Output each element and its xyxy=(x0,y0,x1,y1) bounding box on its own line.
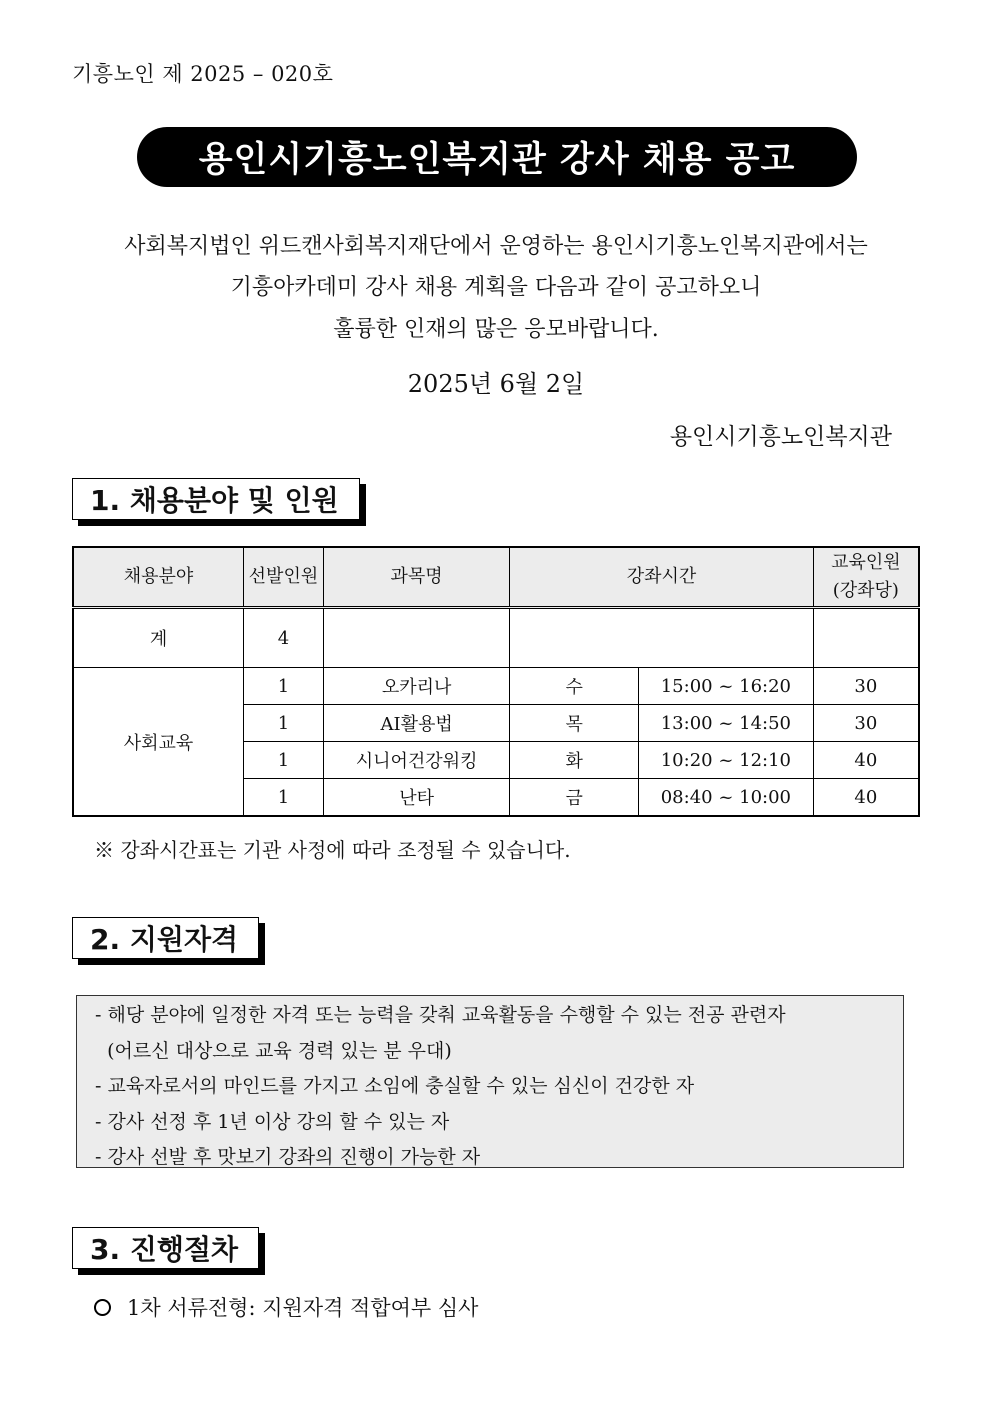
row-day: 화 xyxy=(510,742,639,779)
row-count: 1 xyxy=(244,705,324,742)
circle-bullet-icon xyxy=(94,1299,111,1316)
row-capacity: 40 xyxy=(813,779,919,817)
row-subject: AI활용법 xyxy=(323,705,510,742)
intro-line-3: 훌륭한 인재의 많은 응모바랍니다. xyxy=(333,317,659,342)
field-name: 사회교육 xyxy=(73,668,244,817)
intro-line-1: 사회복지법인 위드캔사회복지재단에서 운영하는 용인시기흥노인복지관에서는 xyxy=(124,234,868,259)
row-subject: 난타 xyxy=(323,779,510,817)
row-day: 수 xyxy=(510,668,639,705)
procedure-step xyxy=(94,1292,478,1322)
row-capacity: 40 xyxy=(813,742,919,779)
qualification-item: - 해당 분야에 일정한 자격 또는 능력을 갖춰 교육활동을 수행할 수 있는 전공 관련자 xyxy=(95,1004,786,1026)
header-capacity-line1: 교육인원 xyxy=(831,552,901,573)
banner-title: 용인시기흥노인복지관 강사 채용 공고 xyxy=(137,127,857,187)
row-capacity: 30 xyxy=(813,705,919,742)
schedule-note: ※ 강좌시간표는 기관 사정에 따라 조정될 수 있습니다. xyxy=(94,838,571,862)
document-number: 기흥노인 제 2025 – 020호 xyxy=(72,62,334,86)
row-count: 1 xyxy=(244,779,324,817)
row-day: 금 xyxy=(510,779,639,817)
section-2-heading: 2. 지원자격 xyxy=(72,917,259,959)
row-count: 1 xyxy=(244,668,324,705)
header-time: 강좌시간 xyxy=(510,547,813,608)
table-total-row xyxy=(73,608,919,668)
qualification-item: - 강사 선발 후 맛보기 강좌의 진행이 가능한 자 xyxy=(95,1146,481,1168)
row-subject: 시니어건강워킹 xyxy=(323,742,510,779)
organization-name: 용인시기흥노인복지관 xyxy=(669,424,892,450)
total-label: 계 xyxy=(73,608,244,668)
intro-line-2: 기흥아카데미 강사 채용 계획을 다음과 같이 공고하오니 xyxy=(230,275,762,300)
row-day: 목 xyxy=(510,705,639,742)
row-capacity: 30 xyxy=(813,668,919,705)
row-time: 15:00 ~ 16:20 xyxy=(639,668,814,705)
header-count: 선발인원 xyxy=(244,547,324,608)
row-time: 08:40 ~ 10:00 xyxy=(639,779,814,817)
section-3-heading: 3. 진행절차 xyxy=(72,1227,259,1269)
header-capacity xyxy=(813,547,919,608)
row-subject: 오카리나 xyxy=(323,668,510,705)
header-field: 채용분야 xyxy=(73,547,244,608)
section-1-heading: 1. 채용분야 및 인원 xyxy=(72,478,360,520)
total-count: 4 xyxy=(244,608,324,668)
table-row xyxy=(73,668,919,705)
row-time: 13:00 ~ 14:50 xyxy=(639,705,814,742)
table-header-row xyxy=(73,547,919,608)
recruitment-table xyxy=(72,546,920,817)
qualifications-box xyxy=(76,995,904,1168)
qualification-item: - 교육자로서의 마인드를 가지고 소임에 충실할 수 있는 심신이 건강한 자 xyxy=(95,1075,695,1097)
header-subject: 과목명 xyxy=(323,547,510,608)
qualification-item: (어르신 대상으로 교육 경력 있는 분 우대) xyxy=(95,1039,452,1062)
row-time: 10:20 ~ 12:10 xyxy=(639,742,814,779)
announcement-date: 2025년 6월 2일 xyxy=(407,370,585,398)
header-capacity-line2: (강좌당) xyxy=(832,580,899,601)
row-count: 1 xyxy=(244,742,324,779)
procedure-step-text: 1차 서류전형: 지원자격 적합여부 심사 xyxy=(127,1296,479,1320)
qualification-item: - 강사 선정 후 1년 이상 강의 할 수 있는 자 xyxy=(95,1110,450,1133)
